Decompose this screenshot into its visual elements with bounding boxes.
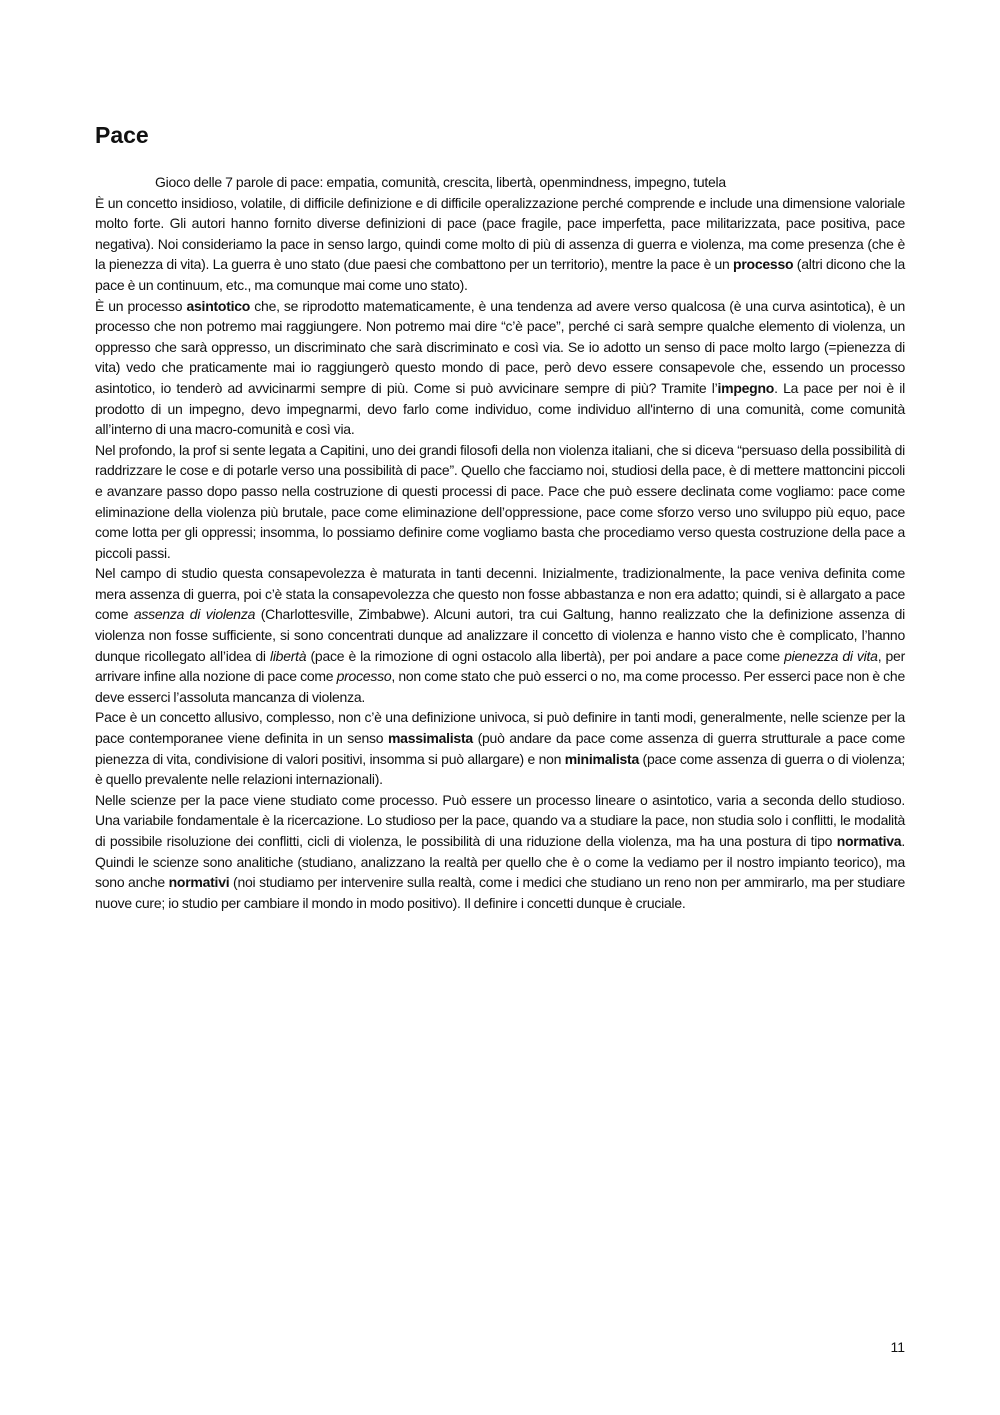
paragraph-capitini — [95, 440, 905, 564]
italic-term: pienezza di vita — [784, 647, 878, 664]
text-run: che, se riprodotto matematicamente, è una tendenza ad avere verso qualcosa (è una curva asintotica), è un processo che non potremo mai raggiungere. Non potremo mai dire “c’è pace”, perché ci sarà sempre qualche elemento di violenza, un oppresso che sarà oppresso, un discriminato che sarà discriminato e così via. Se io adotto un senso di pace molto largo (=pienezza di vita) vedo che praticamente mai io raggiungerò questo mondo di pace, però devo essere consapevole che, essendo un processo asintotico, io tenderò ad avvicinarmi sempre di più. Come si può avvicinare sempre di più? Tramite l’ — [95, 297, 906, 396]
italic-term: libertà — [269, 647, 307, 664]
text-run: (pace come assenza di guerra o di violenza; è quello prevalente nelle relazioni internazionali). — [95, 750, 905, 788]
text-run: (noi studiamo per intervenire sulla realtà, come i medici che studiano un reno non per ammirarlo, ma per studiare nuove cure; io studio per cambiare il mondo in modo positivo). Il definire i concetti dunque è cruciale. — [95, 874, 905, 911]
text-run: (pace è la rimozione di ogni ostacolo alla libertà), per poi andare a pace come — [306, 647, 785, 664]
bold-term: impegno — [717, 379, 775, 396]
text-run: (Charlottesville, Zimbabwe). Alcuni autori, tra cui Galtung, hanno realizzato che la definizione assenza di violenza non fosse sufficiente, si sono concentrati dunque ad analizzare il concetto di violenza e hanno visto che è complicato, l’hanno dunque ricollegato all’idea di — [95, 606, 905, 664]
text-run: È un concetto insidioso, volatile, di difficile definizione e di difficile operalizzazione perché comprende e include una dimensione valoriale molto forte. Gli autori hanno fornito diverse definizioni di pace (pace fragile, pace imperfetta, pace militarizzata, pace positiva, pace negativa). Noi consideriamo la pace in senso largo, quindi come molto di più di assenza di guerra e violenza, ma come presenza (che è la pienezza di vita). La guerra è uno stato (due paesi che combattono per un territorio), mentre la pace è un — [95, 194, 905, 273]
paragraph-field-of-study — [95, 563, 905, 707]
text-run: Nel profondo, la prof si sente legata a Capitini, uno dei grandi filosofi della non violenza italiani, che si diceva “persuaso della possibilità di raddrizzare le cose e di potarle verso una possibilità di pace”. Quello che facciamo noi, studiosi della pace, è di mettere mattoncini piccoli e avanzare passo dopo passo nella costruzione di questi processi di pace. Pace che può essere declinata come vogliamo: pace come eliminazione della violenza più brutale, pace come eliminazione dell’oppressione, pace come sforzo verso uno sviluppo più equo, pace come lotta per gli oppressi; insomma, lo possiamo definire come vogliamo basta che procediamo verso questa costruzione della pace a piccoli passi. — [95, 441, 905, 561]
page-title: Pace — [95, 122, 149, 148]
italic-term: assenza di violenza — [133, 606, 256, 623]
bold-term: minimalista — [564, 750, 639, 767]
bold-term: normativa — [836, 833, 902, 849]
body-text — [95, 172, 905, 913]
text-run: Gioco delle 7 parole di pace: empatia, comunità, crescita, libertà, openmindness, impegno, tutela — [155, 174, 726, 190]
paragraph-allusive-concept — [95, 707, 905, 789]
bold-term: massimalista — [387, 730, 473, 747]
text-run: Nel campo di studio questa consapevolezza è maturata in tanti decenni. Inizialmente, tradizionalmente, la pace veniva definita come mera assenza di guerra, poi c’è stata la consapevolezza che questo non fosse abbastanza e non era adatto; quindi, si è allargato a pace come — [95, 565, 905, 623]
text-run: (può andare da pace come assenza di guerra strutturale a pace come pienezza di vita, condivisione di valori positivi, insomma si può allargare) e non — [95, 730, 906, 767]
text-run: , per arrivare infine alla nozione di pace come — [95, 647, 905, 685]
text-run: (altri dicono che la pace è un continuum, etc., ma comunque mai come uno stato). — [95, 256, 905, 293]
text-run: Pace è un concetto allusivo, complesso, non c’è una definizione univoca, si può definire in tanti modi, generalmente, nelle scienze per la pace contemporanee viene definita in un senso — [95, 709, 905, 747]
page-number: 11 — [890, 1339, 905, 1355]
paragraph-peace-sciences — [95, 790, 905, 914]
paragraph-asymptotic-process — [95, 296, 905, 440]
text-run: , non come stato che può esserci o no, ma come processo. Per esserci pace non è che deve esserci l’assoluta mancanza di violenza. — [95, 668, 905, 705]
text-run: Nelle scienze per la pace viene studiato come processo. Può essere un processo lineare o asintotico, varia a seconda dello studioso. Una variabile fondamentale è la ricercazione. Lo studioso per la pace, quando va a studiare la pace, non studia solo i conflitti, le modalità di possibile risoluzione dei conflitti, cicli di violenza, le possibilità di una riduzione della violenza, ma ha una postura di tipo — [95, 791, 905, 849]
text-run: È un processo — [95, 297, 187, 314]
text-run: . La pace per noi è il prodotto di un impegno, devo impegnarmi, devo farlo come individuo, come individuo all'interno di una comunità, come comunità all’interno di una macro-comunità e così via. — [95, 379, 905, 438]
bold-term: processo — [733, 256, 794, 273]
paragraph-intro — [95, 172, 905, 193]
bold-term: asintotico — [186, 297, 251, 314]
text-run: . Quindi le scienze sono analitiche (studiano, analizzano la realtà per quello che è o come la vediamo per il nostro impianto teorico), ma sono anche — [95, 833, 905, 891]
paragraph-definition — [95, 193, 905, 296]
bold-term: normativi — [168, 874, 230, 891]
italic-term: processo — [336, 668, 392, 685]
